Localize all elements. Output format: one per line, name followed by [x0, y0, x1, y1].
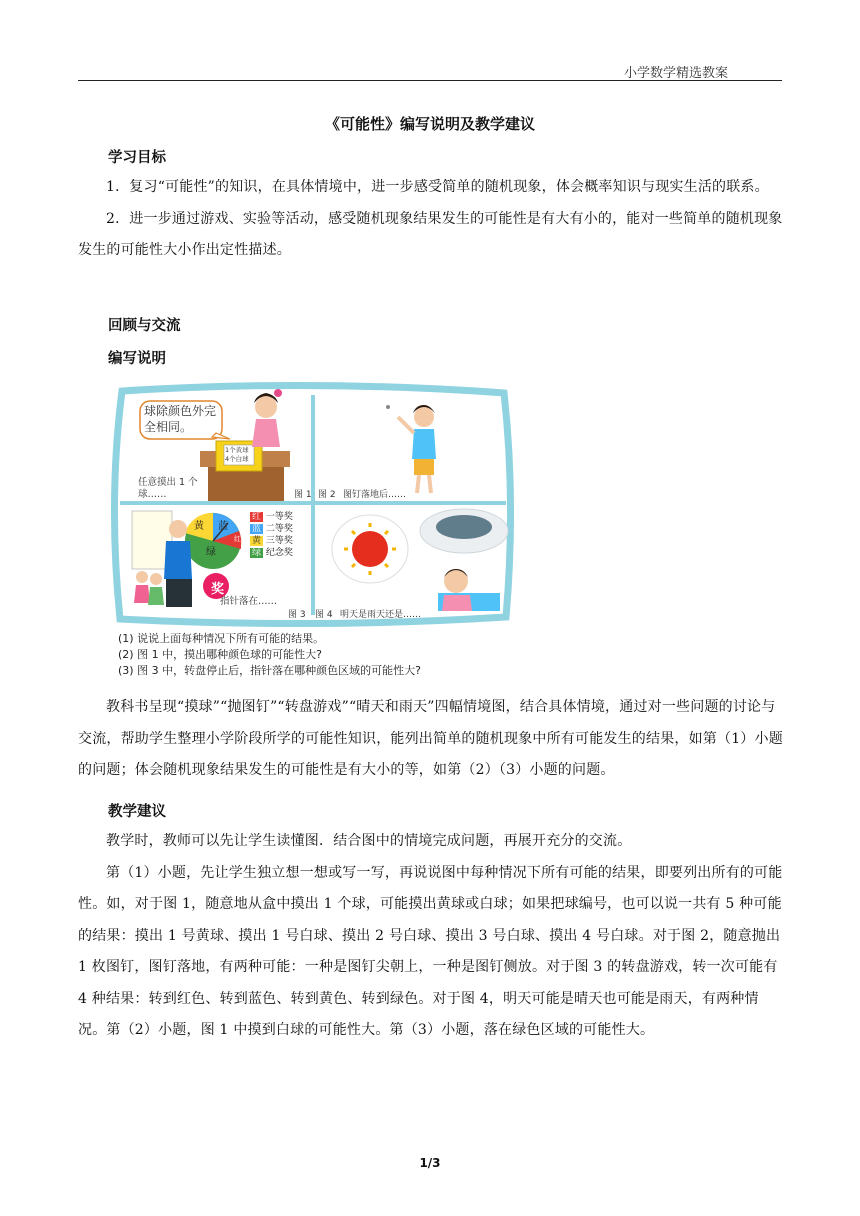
legend-row-red: 红 一等奖 [252, 512, 293, 522]
header-rule [78, 80, 782, 81]
document-title: 《可能性》编写说明及教学建议 [324, 115, 535, 133]
writing-paragraph: 教科书呈现“摸球”“抛图钉”“转盘游戏”“晴天和雨天”四幅情境图，结合具体情境，通过对一些问题的讨论与交流，帮助学生整理小学阶段所学的可能性知识，能列出简单的随机现象中所有可能发生的结果，如第（1）小题的问题；体会随机现象结果发生的可能性是有大小的等，如第（2）（3）小题的问题。 [78, 699, 783, 778]
fig3-caption: 指针落在…… [220, 596, 278, 607]
question-list [118, 631, 421, 679]
fig4-caption: 明天是雨天还是…… [340, 610, 422, 620]
fig2-label: 图 2 [318, 490, 336, 500]
goals-heading: 学习目标 [108, 150, 166, 166]
textbook-illustration [108, 381, 518, 686]
fig1-label: 图 1 [294, 490, 312, 500]
goal-2: 2．进一步通过游戏、实验等活动，感受随机现象结果发生的可能性是有大有小的，能对一些简单的随机现象发生的可能性大小作出定性描述。 [78, 210, 783, 258]
question-1: (1) 说说上面每种情况下所有可能的结果。 [118, 632, 325, 645]
page-header: 小学数学精选教案 [623, 66, 728, 81]
teaching-paragraph-1: 教学时，教师可以先让学生读懂图．结合图中的情境完成问题，再展开充分的交流。 [106, 833, 632, 849]
prize-legend [250, 511, 293, 559]
wheel-label-green: 绿 [206, 547, 216, 558]
wheel-label-blue: 蓝 [218, 521, 228, 532]
page-number: 1/3 [419, 1156, 441, 1170]
fig2-caption: 图钉落地后…… [343, 490, 407, 500]
writing-heading: 编写说明 [108, 351, 166, 367]
review-heading: 回顾与交流 [108, 318, 181, 334]
fig3-label: 图 3 [288, 610, 306, 620]
legend-row-blue: 蓝 二等奖 [252, 524, 293, 534]
teaching-heading: 教学建议 [108, 804, 166, 820]
box-label-yellow: 1个黄球 [225, 446, 249, 454]
wheel-label-yellow: 黄 [194, 521, 204, 532]
speech-bubble: 球除颜色外完全相同。 [144, 404, 217, 434]
goal-1: 1．复习“可能性”的知识，在具体情境中，进一步感受简单的随机现象，体会概率知识与现实生活的联系。 [106, 179, 769, 195]
question-2: (2) 图 1 中，摸出哪种颜色球的可能性大? [118, 648, 322, 661]
question-3: (3) 图 3 中，转盘停止后，指针落在哪种颜色区域的可能性大? [118, 664, 421, 677]
fig4-label: 图 4 [315, 610, 333, 620]
legend-row-green: 绿 纪念奖 [252, 548, 293, 558]
wheel-label-red: 红 [234, 535, 241, 543]
legend-row-yellow: 黄 三等奖 [252, 536, 293, 546]
prize-sign: 奖 [211, 582, 225, 597]
box-label-white: 4个白球 [225, 455, 249, 463]
teaching-paragraph-2: 第（1）小题，先让学生独立想一想或写一写，再说说图中每种情况下所有可能的结果，即要列出所有的可能性。如，对于图 1，随意地从盒中摸出 1 个球，可能摸出黄球或白球；如果把球编号，也可以说一共有 5 种可能的结果：摸出 1 号黄球、摸出 1 号白球、摸出 2 号白球、摸出 3 号白球、摸出 4 号白球。对于图 2，随意抛出 1 枚图钉，图钉落地，有两种可能：一种是图钉尖朝上，一种是图钉侧放。对于图 3 的转盘游戏，转一次可能有 4 种结果：转到红色、转到蓝色、转到黄色、转到绿色。对于图 4，明天可能是晴天也可能是雨天，有两种情况。第（2）小题，图 1 中摸到白球的可能性大。第（3）小题，落在绿色区域的可能性大。 [78, 864, 783, 1038]
fig1-caption: 任意摸出 1 个球…… [138, 477, 198, 500]
